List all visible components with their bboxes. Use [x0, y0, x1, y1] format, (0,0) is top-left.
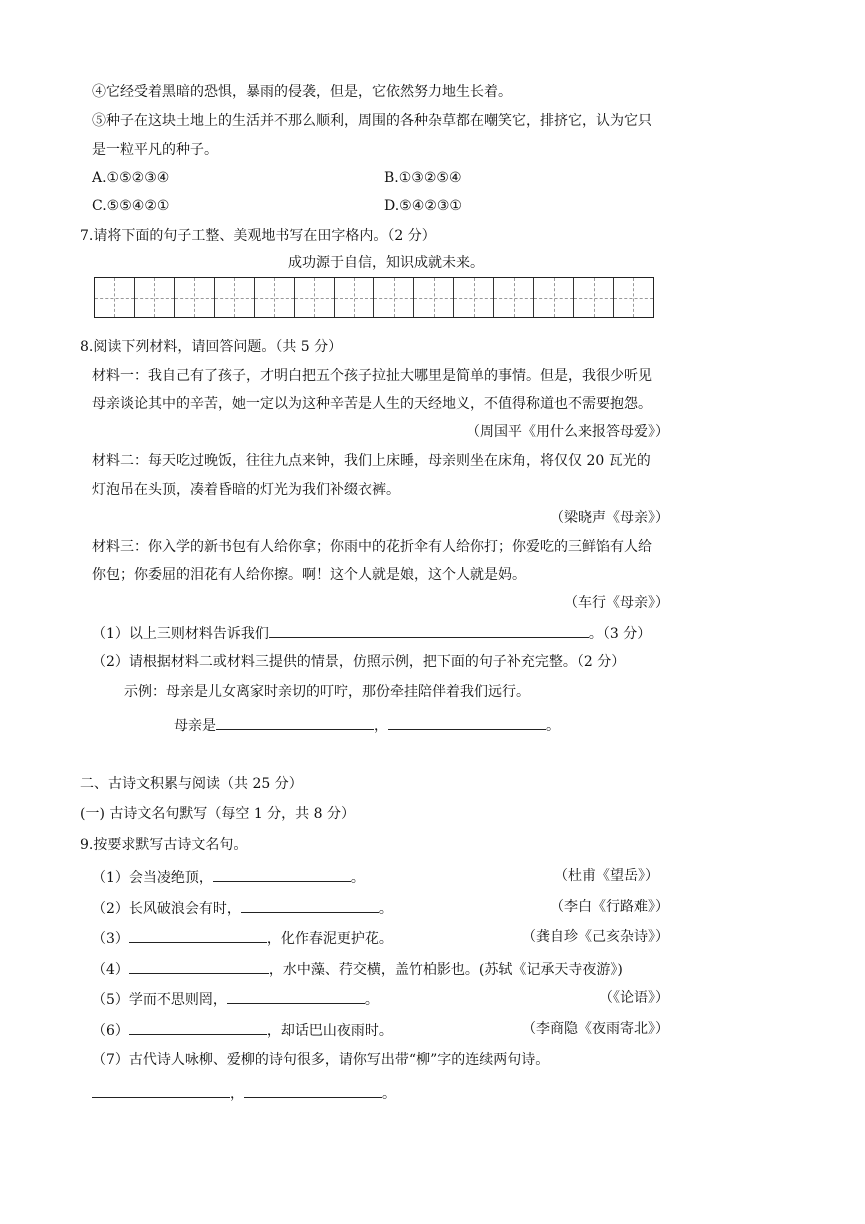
- q8-fill-line: [174, 714, 560, 736]
- poem-5-end: 。: [364, 992, 379, 1008]
- poem-4-source: (苏轼《记承天寺夜游》): [478, 962, 623, 978]
- poem-4-num: （4）: [92, 962, 129, 978]
- q7-sentence: 成功源于自信，知识成就未来。: [288, 255, 484, 271]
- q8-prompt: 8.阅读下列材料，请回答问题。（共 5 分）: [80, 339, 343, 355]
- poem-1-end: 。: [350, 870, 365, 886]
- poem-7-answer-line: [92, 1082, 396, 1104]
- answer-blank[interactable]: [129, 927, 267, 943]
- poem-item-7: （7）古代诗人咏柳、爱柳的诗句很多，请你写出带“柳”字的连续两句诗。: [92, 1052, 550, 1068]
- q8-sub2: （2）请根据材料二或材料三提供的情景，仿照示例，把下面的句子补充完整。（2 分）: [92, 654, 626, 670]
- grid-cell[interactable]: [175, 278, 215, 317]
- q8-fill-label: 母亲是: [174, 718, 216, 734]
- answer-blank[interactable]: [388, 714, 546, 730]
- answer-blank[interactable]: [216, 714, 374, 730]
- poem-3-text: ，化作春泥更护花。: [266, 931, 393, 947]
- poem-5-source: （《论语》）: [599, 990, 669, 1006]
- poem-2-end: 。: [378, 901, 393, 917]
- answer-blank[interactable]: [241, 897, 379, 913]
- poem-6-num: （6）: [92, 1023, 129, 1039]
- grid-cell[interactable]: [534, 278, 574, 317]
- q6-option-d: D.⑤④②③①: [384, 198, 462, 214]
- period: 。: [546, 718, 560, 734]
- q8-material1-source: （周国平《用什么来报答母爱》）: [466, 424, 669, 440]
- answer-blank[interactable]: [227, 988, 365, 1004]
- q6-item-5-line1: ⑤种子在这块土地上的生活并不那么顺利，周围的各种杂草都在嘲笑它，排挤它，认为它只: [92, 113, 652, 129]
- grid-cell[interactable]: [215, 278, 255, 317]
- poem-1-text: （1）会当凌绝顶，: [92, 870, 213, 886]
- q6-option-b: B.①③②⑤④: [384, 170, 462, 186]
- grid-cell[interactable]: [335, 278, 375, 317]
- answer-blank[interactable]: [244, 1082, 382, 1098]
- poem-item-3: [92, 927, 393, 949]
- tianzige-grid[interactable]: [94, 277, 654, 318]
- poem-5-text: （5）学而不思则罔，: [92, 992, 227, 1008]
- q8-material3-line2: 你包；你委屈的泪花有人给你擦。啊！这个人就是娘，这个人就是妈。: [92, 567, 526, 583]
- comma: ，: [374, 718, 388, 734]
- section2-title: 二、古诗文积累与阅读（共 25 分）: [80, 776, 303, 792]
- q6-option-a: A.①⑤②③④: [92, 170, 170, 186]
- poem-6-text: ，却话巴山夜雨时。: [266, 1023, 393, 1039]
- q8-sub1: [92, 622, 651, 644]
- q6-option-c: C.⑤⑤④②①: [92, 198, 170, 214]
- answer-blank[interactable]: [213, 866, 351, 882]
- section2-subtitle: (一) 古诗文名句默写（每空 1 分，共 8 分）: [80, 806, 355, 822]
- q6-item-5-line2: 是一粒平凡的种子。: [92, 142, 218, 158]
- poem-3-num: （3）: [92, 931, 129, 947]
- q8-material1-line2: 母亲谈论其中的辛苦，她一定以为这种辛苦是人生的天经地义，不值得称道也不需要抱怨。: [92, 396, 652, 412]
- poem-item-6: [92, 1019, 393, 1041]
- q8-material2-line2: 灯泡吊在头顶，凑着昏暗的灯光为我们补缀衣裤。: [92, 482, 400, 498]
- answer-blank[interactable]: [129, 1019, 267, 1035]
- grid-cell[interactable]: [414, 278, 454, 317]
- grid-cell[interactable]: [614, 278, 653, 317]
- poem-2-text: （2）长风破浪会有时，: [92, 901, 241, 917]
- poem-1-source: （杜甫《望岳》）: [554, 868, 659, 884]
- grid-cell[interactable]: [574, 278, 614, 317]
- poem-item-4: [92, 958, 623, 980]
- q8-material1-line1: 材料一：我自己有了孩子，才明白把五个孩子拉扯大哪里是简单的事情。但是，我很少听见: [92, 368, 652, 384]
- q7-prompt: 7.请将下面的句子工整、美观地书写在田字格内。（2 分）: [80, 228, 436, 244]
- poem-3-source: （龚自珍《己亥杂诗》）: [522, 929, 669, 945]
- comma: ，: [230, 1086, 244, 1102]
- poem-6-source: （李商隐《夜雨寄北》）: [522, 1021, 669, 1037]
- q8-sub1-score: 。（3 分）: [588, 626, 652, 642]
- q9-prompt: 9.按要求默写古诗文名句。: [80, 837, 248, 853]
- answer-blank[interactable]: [92, 1082, 230, 1098]
- grid-cell[interactable]: [454, 278, 494, 317]
- grid-cell[interactable]: [494, 278, 534, 317]
- answer-blank[interactable]: [269, 622, 589, 638]
- poem-item-5: [92, 988, 379, 1010]
- q6-item-4: ④它经受着黑暗的恐惧，暴雨的侵袭，但是，它依然努力地生长着。: [92, 84, 512, 100]
- grid-cell[interactable]: [135, 278, 175, 317]
- grid-cell[interactable]: [374, 278, 414, 317]
- q8-material2-source: （梁晓声《母亲》）: [550, 510, 669, 526]
- q8-example: 示例：母亲是儿女离家时亲切的叮咛，那份牵挂陪伴着我们远行。: [124, 684, 530, 700]
- q8-material3-source: （车行《母亲》）: [564, 595, 669, 611]
- grid-cell[interactable]: [295, 278, 335, 317]
- grid-cell[interactable]: [255, 278, 295, 317]
- q8-material2-line1: 材料二：每天吃过晚饭，往往九点来钟，我们上床睡，母亲则坐在床角，将仅仅 20 瓦光的: [92, 453, 651, 469]
- answer-blank[interactable]: [129, 958, 269, 974]
- poem-2-source: （李白《行路难》）: [550, 899, 669, 915]
- q8-material3-line1: 材料三：你入学的新书包有人给你拿；你雨中的花折伞有人给你打；你爱吃的三鲜馅有人给: [92, 539, 652, 555]
- poem-4-text: ，水中藻、荇交横，盖竹柏影也。: [268, 962, 479, 978]
- grid-cell[interactable]: [95, 278, 135, 317]
- period: 。: [382, 1086, 396, 1102]
- poem-item-1: [92, 866, 365, 888]
- poem-item-2: [92, 897, 393, 919]
- q8-sub1-text: （1）以上三则材料告诉我们: [92, 626, 269, 642]
